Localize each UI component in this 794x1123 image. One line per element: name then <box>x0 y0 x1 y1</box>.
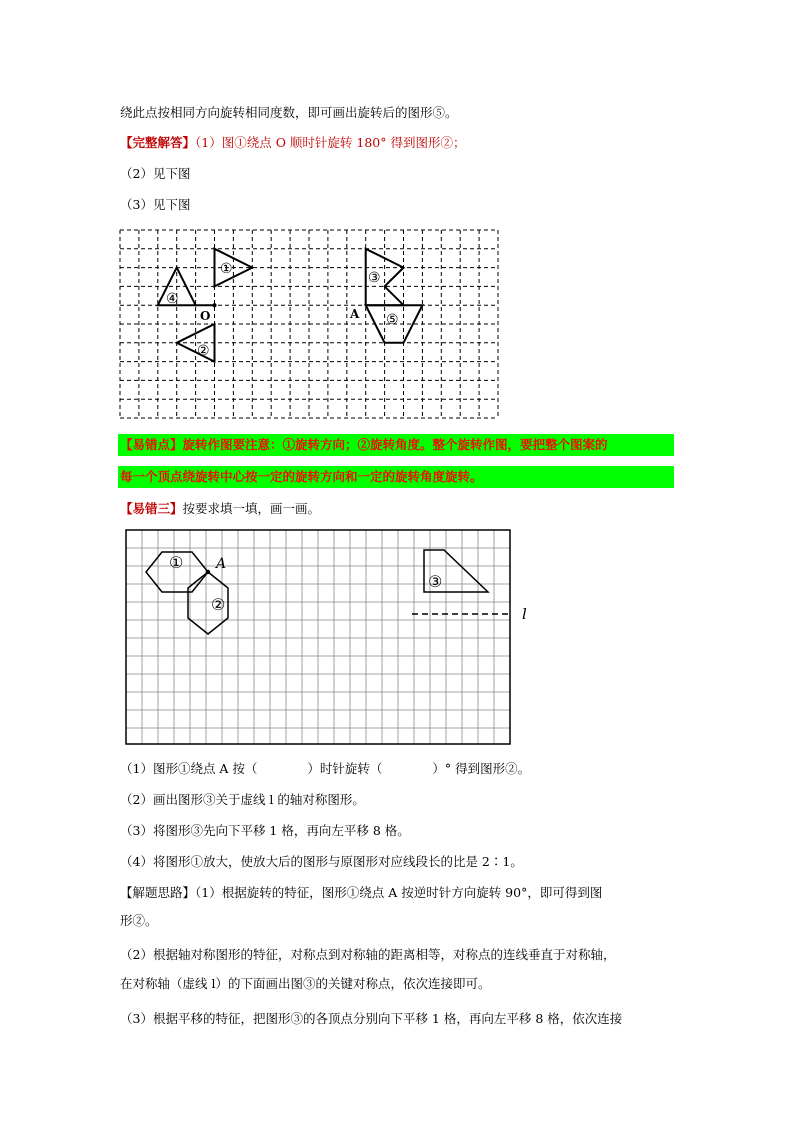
note-line-2 <box>118 466 674 488</box>
solution-line-2b: 在对称轴（虚线 l）的下面画出图③的关键对称点，依次连接即可。 <box>120 976 491 991</box>
question-4: （4）将图形①放大，使放大后的图形与原图形对应线段长的比是 2∶1。 <box>120 854 523 869</box>
question-1: （1）图形①绕点 A 按（ ）时针旋转（ ）° 得到图形②。 <box>120 761 531 776</box>
intro-line: 绕此点按相同方向旋转相同度数，即可画出旋转后的图形⑤。 <box>120 105 458 120</box>
solution-line-1b: 形②。 <box>120 913 158 928</box>
dashed-grid <box>120 230 498 418</box>
point-a-dot <box>206 570 210 574</box>
solid-grid <box>126 530 510 744</box>
note-text-2: 每一个顶点绕旋转中心按一定的旋转方向和一定的旋转角度旋转。 <box>120 469 483 484</box>
rotation-figure-grid <box>120 230 500 420</box>
answer-3-line: （3）见下图 <box>120 197 191 212</box>
shape-2-label: ② <box>211 595 226 614</box>
note-tag: 【易错点】 <box>120 437 183 452</box>
shape-1-label: ① <box>220 261 233 277</box>
question-2: （2）画出图形③关于虚线 l 的轴对称图形。 <box>120 792 365 807</box>
solution-line-2a: （2）根据轴对称图形的特征，对称点到对称轴的距离相等，对称点的连线垂直于对称轴， <box>120 947 616 962</box>
problem-3-tag: 【易错三】 <box>120 501 183 516</box>
point-a-label: A <box>350 307 360 321</box>
line-l-label: l <box>522 605 527 623</box>
complete-answer-text: （1）图①绕点 O 顺时针旋转 180° 得到图形②； <box>195 135 466 150</box>
answer-2-line: （2）见下图 <box>120 166 191 181</box>
point-o-label: O <box>200 309 211 323</box>
shape-3-label: ③ <box>428 572 443 591</box>
problem-3-heading <box>120 500 320 518</box>
solution-line-3: （3）根据平移的特征，把图形③的各顶点分别向下平移 1 格，再向左平移 8 格，依次连接 <box>120 1011 623 1026</box>
complete-answer-line <box>120 134 465 152</box>
complete-answer-tag: 【完整解答】 <box>120 135 196 150</box>
shape-3-label: ③ <box>368 270 381 286</box>
shape-4-label: ④ <box>166 291 179 307</box>
solution-1a-text: （1）根据旋转的特征，图形①绕点 A 按逆时针方向旋转 90°，即可得到图 <box>195 885 603 900</box>
problem-3-figure-grid <box>126 530 536 746</box>
note-text-1: 旋转作图要注意：①旋转方向；②旋转角度。整个旋转作图，要把整个图案的 <box>182 437 608 452</box>
problem-3-text: 按要求填一填，画一画。 <box>182 501 321 516</box>
solution-tag: 【解题思路】 <box>120 885 196 900</box>
point-a-label: A <box>216 556 227 572</box>
shape-5-label: ⑤ <box>386 312 399 328</box>
point-o-dot <box>213 303 217 307</box>
question-3: （3）将图形③先向下平移 1 格，再向左平移 8 格。 <box>120 823 410 838</box>
note-line-1 <box>118 434 674 456</box>
shape-1-label: ① <box>169 553 184 572</box>
shape-2-label: ② <box>197 343 210 359</box>
solution-line-1a <box>120 884 602 902</box>
